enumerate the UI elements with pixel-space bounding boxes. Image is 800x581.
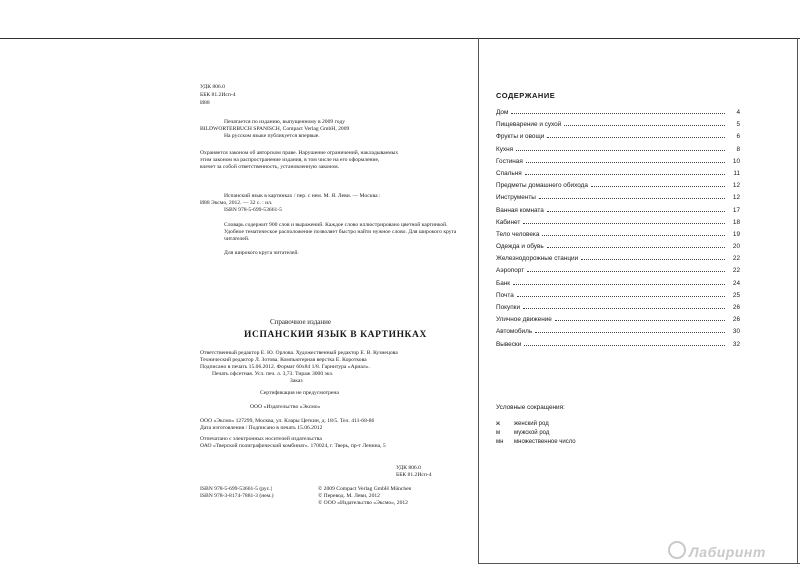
toc-entry-title: Ванная комната — [496, 206, 544, 214]
toc-entry — [496, 267, 740, 279]
toc-entry — [496, 280, 740, 292]
top-rule — [0, 38, 800, 39]
abbreviation-item — [496, 421, 576, 430]
toc-leader-dots — [517, 296, 725, 297]
toc-entry-title: Автомобиль — [496, 328, 533, 336]
toc-leader-dots — [547, 137, 725, 138]
toc-entry — [496, 255, 740, 267]
right-rule — [797, 38, 798, 563]
copyright-line: © ООО «Издательство «Эксмо», 2012 — [318, 500, 408, 506]
author-mark: И88 — [200, 100, 210, 106]
toc-leader-dots — [511, 113, 725, 114]
abbreviation-value: женский род — [514, 421, 549, 427]
toc-entry-page: 32 — [732, 340, 740, 348]
credits-line: Заказ — [290, 378, 303, 384]
abbreviations-list — [496, 421, 576, 448]
toc-entry-title: Покупки — [496, 304, 521, 311]
toc-entry-page: 4 — [736, 109, 740, 116]
toc-entry-page: 26 — [732, 304, 740, 311]
toc-entry — [496, 328, 740, 340]
annotation-end: Для широкого круга читателей. — [224, 250, 299, 256]
toc-entry — [496, 207, 740, 219]
book-title: ИСПАНСКИЙ ЯЗЫК В КАРТИНКАХ — [244, 330, 427, 340]
address-line: ОАО «Тверской полиграфический комбинат». 170024, г. Тверь, пр-т Ленина, 5 — [200, 443, 386, 449]
toc-entry-page: 5 — [736, 121, 740, 129]
toc-leader-dots — [591, 186, 725, 187]
labyrinth-logo-icon — [668, 541, 686, 559]
toc-entry-page: 12 — [732, 182, 740, 190]
toc-entry-page: 6 — [736, 133, 740, 141]
bbk-code: ББК 81.2Исп-4 — [200, 92, 236, 98]
toc-entry-title: Фрукты и овощи — [496, 133, 545, 141]
watermark-text: Лабиринт — [689, 544, 766, 560]
toc-entry-title: Уличное движение — [496, 316, 552, 324]
abbreviation-value: множественное число — [514, 439, 576, 445]
abbreviations-heading: Условные сокращения: — [496, 404, 565, 411]
toc-leader-dots — [516, 150, 725, 151]
toc-entry — [496, 146, 740, 158]
isbn-line: ISBN 978-3-8174-7881-3 (нем.) — [200, 493, 274, 499]
abbreviation-value: мужской род — [514, 430, 550, 436]
toc-entry-title: Железнодорожные станции — [496, 255, 579, 263]
toc-entry-title: Спальня — [496, 169, 522, 177]
toc-leader-dots — [555, 320, 725, 321]
certification: Сертификация не предусмотрена — [260, 390, 339, 396]
toc-entry-page: 22 — [732, 267, 740, 275]
annotation: Словарь содержит 900 слов и выражений. Каждое слово иллюстрировано цветной картинкой. Удобное тематическое расположение позволяет быстро найти нужное слово. Для широкого круга читателей. — [224, 222, 457, 242]
toc-entry-page: 24 — [732, 279, 740, 287]
bottom-rule — [478, 563, 800, 564]
toc-entry — [496, 158, 740, 170]
toc-entry — [496, 304, 740, 316]
abbreviation-key: мн — [496, 439, 504, 445]
toc-entry-title: Предметы домашнего обихода — [496, 182, 588, 190]
toc-entry-title: Кухня — [496, 145, 514, 153]
credits-line: Технический редактор Л. Зотова. Компьютерная верстка Е. Короткова — [200, 357, 367, 363]
edition-type: Справочное издание — [270, 319, 331, 326]
abbreviation-key: м — [496, 430, 501, 436]
citation-isbn: ISBN 978-5-699-53661-5 — [224, 207, 282, 213]
toc-entry-title: Кабинет — [496, 218, 521, 226]
rights-line: BILDWÖRTERBUCH SPANISCH, Compact Verlag GmbH, 2009 — [200, 126, 350, 132]
citation-line: И88 Эксмо, 2012. — 32 с. : ил. — [200, 200, 273, 206]
toc-entry-title: Пищеварение и сухой — [496, 121, 562, 129]
copyright-line: © 2009 Compact Verlag GmbH München — [318, 486, 412, 492]
toc-entry-title: Почта — [496, 291, 514, 299]
toc-entry-page: 17 — [732, 206, 740, 214]
udc-bottom: УДК 806.0 — [396, 465, 421, 471]
toc-leader-dots — [564, 125, 725, 126]
toc-leader-dots — [523, 223, 725, 224]
toc-leader-dots — [581, 259, 725, 260]
toc-heading: СОДЕРЖАНИЕ — [496, 91, 556, 100]
toc-leader-dots — [525, 174, 725, 175]
toc-leader-dots — [547, 247, 725, 248]
law-line: Охраняется законом об авторском праве. Нарушение ограничений, накладываемых — [200, 150, 399, 156]
abbreviation-item — [496, 439, 576, 448]
bbk-bottom: ББК 81.2Исп-4 — [396, 472, 432, 478]
credits-line: Ответственный редактор Е. Ю. Орлова. Художественный редактор Е. В. Кузнецова — [200, 350, 398, 356]
publisher: ООО «Издательство «Эксмо» — [250, 404, 321, 410]
toc-entry — [496, 109, 740, 121]
toc-entry-page: 18 — [732, 218, 740, 226]
abbreviation-key: ж — [496, 421, 501, 427]
rights-line: На русском языке публикуется впервые. — [224, 133, 320, 139]
toc-entry-page: 10 — [732, 157, 740, 165]
watermark-logo — [668, 541, 766, 560]
toc-entry — [496, 341, 740, 353]
law-line: влечет за собой ответственность, установленную законом. — [200, 164, 340, 170]
toc-leader-dots — [523, 308, 725, 309]
toc-leader-dots — [513, 284, 725, 285]
toc-leader-dots — [526, 162, 725, 163]
law-line: этим законом на распространение издания, в том числе на его оформление, — [200, 157, 380, 163]
toc-entry — [496, 292, 740, 304]
toc-entry-title: Дом — [496, 109, 509, 116]
abbreviation-item — [496, 430, 576, 439]
copyright-line: © Перевод. М. Леви, 2012 — [318, 493, 380, 499]
toc-entry — [496, 170, 740, 182]
page-fold-line — [478, 38, 479, 563]
isbn-line: ISBN 978-5-699-53661-5 (рус.) — [200, 486, 273, 492]
table-of-contents — [496, 109, 740, 353]
toc-entry-title: Инструменты — [496, 194, 536, 202]
citation-line: Испанский язык в картинках / пер. с нем. М. Я. Леви. — Москва : — [224, 193, 381, 199]
toc-leader-dots — [542, 235, 725, 236]
toc-entry — [496, 133, 740, 145]
toc-entry-title: Одежда и обувь — [496, 243, 544, 251]
address-line: ООО «Эксмо» 127299, Москва, ул. Клары Цеткин, д. 18/5. Тел. 411-68-86 — [200, 418, 375, 424]
toc-leader-dots — [524, 345, 725, 346]
toc-entry-page: 30 — [732, 328, 740, 336]
toc-leader-dots — [539, 198, 725, 199]
toc-entry-page: 22 — [732, 255, 740, 263]
credits-line: Подписано в печать 15.06.2012. Формат 60x84 1/8. Гарнитура «Ариал». — [200, 364, 370, 370]
credits-line: Печать офсетная. Усл. печ. л. 3,73. Тираж 3000 экз. — [212, 371, 334, 377]
toc-leader-dots — [527, 271, 725, 272]
toc-entry-page: 25 — [732, 291, 740, 299]
toc-entry-page: 26 — [732, 316, 740, 324]
udc-code: УДК 806.0 — [200, 84, 225, 90]
toc-entry-page: 12 — [732, 194, 740, 202]
toc-entry-title: Банк — [496, 279, 511, 287]
toc-entry-title: Тело человека — [496, 230, 540, 238]
toc-entry-title: Вывески — [496, 340, 522, 348]
toc-entry — [496, 182, 740, 194]
toc-entry-page: 19 — [732, 230, 740, 238]
toc-entry — [496, 316, 740, 328]
toc-entry — [496, 194, 740, 206]
toc-entry-title: Гостиная — [496, 157, 523, 165]
address-line: Отпечатано с электронных носителей издательства — [200, 436, 322, 442]
toc-entry-page: 11 — [733, 169, 740, 177]
toc-leader-dots — [547, 211, 725, 212]
toc-entry-page: 8 — [736, 145, 740, 153]
address-line: Дата изготовления / Подписано в печать 15.06.2012 — [200, 425, 323, 431]
toc-entry-page: 20 — [732, 243, 740, 251]
toc-entry — [496, 219, 740, 231]
rights-line: Печатается по изданию, выпущенному в 2009 году — [224, 119, 346, 125]
toc-entry — [496, 243, 740, 255]
toc-entry-title: Аэропорт — [496, 267, 525, 275]
toc-leader-dots — [535, 332, 725, 333]
toc-entry — [496, 121, 740, 133]
toc-entry — [496, 231, 740, 243]
